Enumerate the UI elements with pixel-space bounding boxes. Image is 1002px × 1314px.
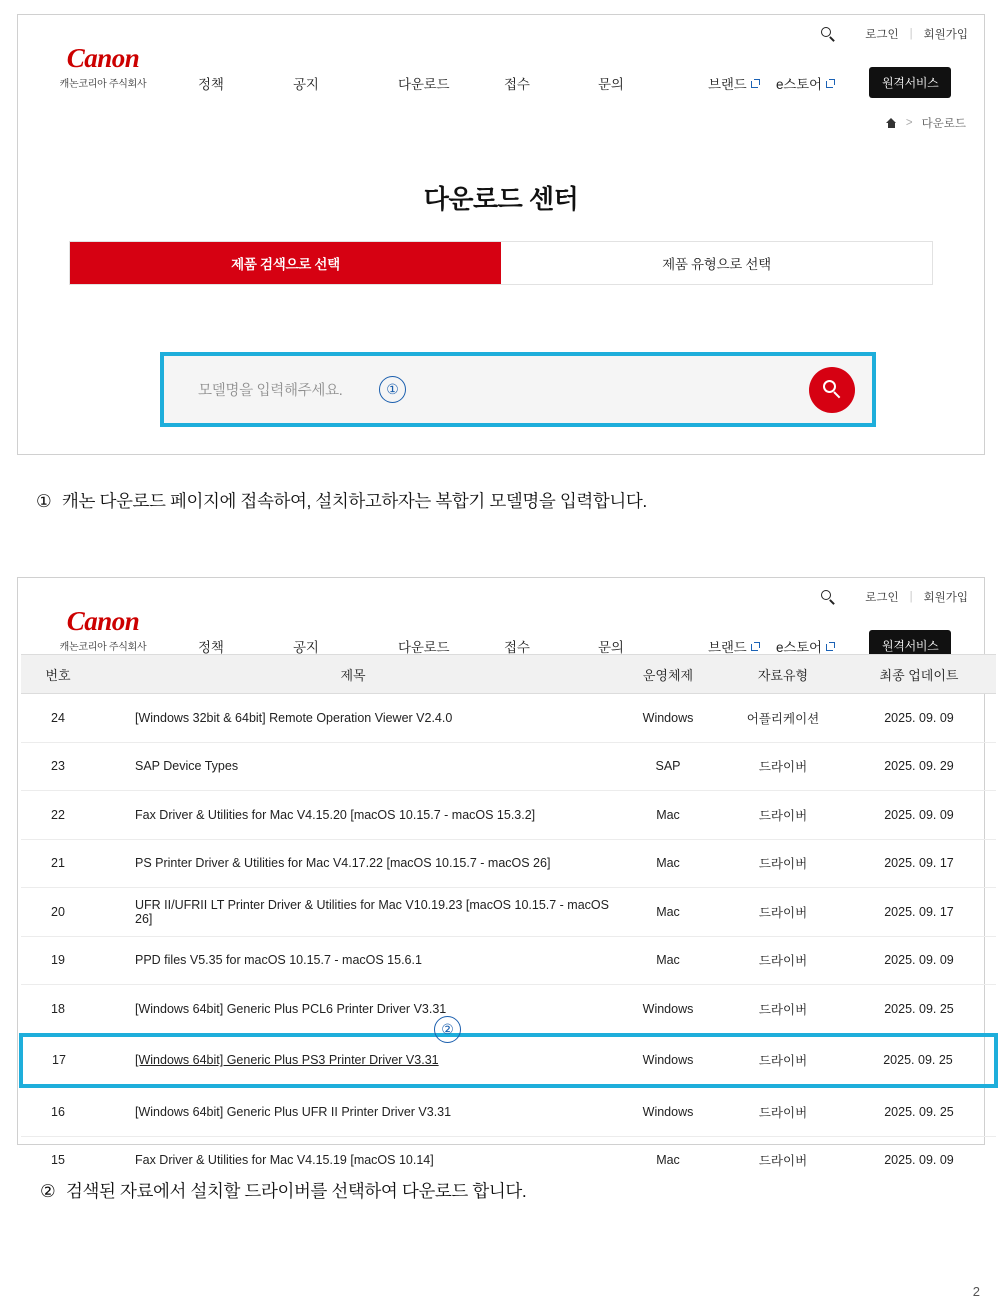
table-row[interactable] — [21, 791, 996, 840]
cell-no: 24 — [21, 694, 95, 743]
cell-type: 드라이버 — [724, 742, 842, 791]
cell-date: 2025. 09. 25 — [842, 1086, 996, 1136]
download-list-table — [19, 654, 998, 1184]
cell-type: 드라이버 — [724, 1086, 842, 1136]
cell-title[interactable]: PPD files V5.35 for macOS 10.15.7 - macOS 15.6.1 — [95, 936, 612, 985]
signup-link[interactable]: 회원가입 — [923, 592, 968, 604]
header-utility-bar — [821, 26, 968, 42]
table-row[interactable] — [21, 888, 996, 937]
remote-service-button[interactable]: 원격서비스 — [869, 67, 951, 98]
caption-text-2: 검색된 자료에서 설치할 드라이버를 선택하여 다운로드 합니다. — [66, 1181, 527, 1201]
external-link-icon — [826, 642, 835, 651]
external-link-icon — [751, 79, 760, 88]
cell-date: 2025. 09. 09 — [842, 936, 996, 985]
site-header — [18, 15, 984, 91]
nav-item-notice[interactable]: 공지 — [293, 76, 319, 92]
login-link[interactable]: 로그인 — [865, 29, 899, 41]
cell-date: 2025. 09. 09 — [842, 791, 996, 840]
cell-type: 드라이버 — [758, 1154, 808, 1169]
cell-no: 23 — [21, 742, 95, 791]
cell-title[interactable]: PS Printer Driver & Utilities for Mac V4.17.22 [macOS 10.15.7 - macOS 26] — [95, 839, 612, 888]
caption-marker-1: ① — [36, 491, 52, 511]
cell-no: 16 — [21, 1086, 95, 1136]
caption-step-2 — [40, 1178, 526, 1203]
cell-os: Mac — [612, 936, 724, 985]
table-row[interactable] — [21, 985, 996, 1035]
annotation-marker-2: ② — [434, 1016, 461, 1043]
nav-item-inquiry[interactable]: 문의 — [598, 639, 624, 655]
cell-no: 21 — [21, 839, 95, 888]
column-header-date: 최종 업데이트 — [842, 655, 996, 694]
page-number: 2 — [972, 1284, 980, 1299]
home-icon[interactable] — [886, 118, 897, 128]
site-header-2 — [18, 578, 984, 654]
nav-item-download[interactable]: 다운로드 — [398, 76, 450, 92]
nav-item-notice[interactable]: 공지 — [293, 639, 319, 655]
model-search-box[interactable] — [160, 352, 876, 427]
column-header-title: 제목 — [95, 655, 612, 694]
remote-service-button[interactable]: 원격서비스 — [869, 630, 951, 661]
cell-title[interactable]: [Windows 64bit] Generic Plus PCL6 Printer Driver V3.31 — [95, 985, 612, 1035]
canon-logo-text: Canon — [66, 43, 140, 73]
cell-title[interactable]: [Windows 64bit] Generic Plus UFR II Printer Driver V3.31 — [95, 1086, 612, 1136]
canon-logo[interactable] — [18, 45, 188, 90]
search-icon[interactable] — [821, 590, 836, 605]
login-link[interactable]: 로그인 — [865, 592, 899, 604]
canon-logo-subtitle: 캐논코리아 주식회사 — [59, 642, 147, 653]
cell-os: Mac — [612, 888, 724, 937]
caption-step-1 — [36, 488, 647, 513]
cell-title-link[interactable] — [95, 1035, 612, 1087]
table-row-selected[interactable] — [21, 1035, 996, 1087]
cell-title[interactable]: UFR II/UFRII LT Printer Driver & Utilities for Mac V10.19.23 [macOS 10.15.7 - macOS 26] — [95, 888, 612, 937]
table-row[interactable] — [21, 839, 996, 888]
utility-separator: | — [909, 591, 913, 603]
breadcrumb-current: 다운로드 — [921, 118, 966, 130]
cell-no: 22 — [21, 791, 95, 840]
cell-date: 2025. 09. 17 — [842, 888, 996, 937]
nav-item-download[interactable]: 다운로드 — [398, 639, 450, 655]
cell-title[interactable]: Fax Driver & Utilities for Mac V4.15.20 [macOS 10.15.7 - macOS 15.3.2] — [95, 791, 612, 840]
cell-no: 18 — [21, 985, 95, 1035]
cell-title[interactable]: [Windows 32bit & 64bit] Remote Operation Viewer V2.4.0 — [95, 694, 612, 743]
table-row[interactable] — [21, 742, 996, 791]
main-navigation — [198, 67, 951, 98]
nav-item-policy[interactable]: 정책 — [198, 76, 224, 92]
caption-text-1: 캐논 다운로드 페이지에 접속하여, 설치하고하자는 복합기 모델명을 입력합니다. — [62, 491, 647, 511]
cell-type: 드라이버 — [724, 936, 842, 985]
cell-os: Mac — [612, 791, 724, 840]
cell-no: 19 — [21, 936, 95, 985]
cell-title[interactable]: SAP Device Types — [95, 742, 612, 791]
canon-logo-subtitle: 캐논코리아 주식회사 — [59, 79, 147, 90]
nav-item-estore[interactable]: e스토어 — [776, 636, 869, 656]
cell-type: 드라이버 — [724, 839, 842, 888]
screenshot-download-list — [17, 577, 985, 1169]
search-mode-tabs — [69, 241, 933, 285]
cell-type: 어플리케이션 — [724, 694, 842, 743]
search-icon[interactable] — [821, 27, 836, 42]
cell-os: Mac — [656, 1153, 680, 1168]
column-header-type: 자료유형 — [724, 655, 842, 694]
tab-search-by-product[interactable]: 제품 검색으로 선택 — [70, 242, 501, 284]
cell-date: 2025. 09. 29 — [842, 742, 996, 791]
cell-no: 20 — [21, 888, 95, 937]
screenshot-download-center — [17, 14, 985, 455]
canon-logo-text: Canon — [66, 606, 140, 636]
search-submit-button[interactable] — [809, 367, 855, 413]
column-header-os: 운영체제 — [612, 655, 724, 694]
cell-no: 17 — [21, 1035, 95, 1087]
nav-item-estore[interactable]: e스토어 — [776, 73, 869, 93]
nav-item-reception[interactable]: 접수 — [504, 639, 530, 655]
caption-marker-2: ② — [40, 1181, 56, 1201]
cell-os: Mac — [612, 839, 724, 888]
signup-link[interactable]: 회원가입 — [923, 29, 968, 41]
nav-item-reception[interactable]: 접수 — [504, 76, 530, 92]
cell-date: 2025. 09. 25 — [842, 985, 996, 1035]
search-input[interactable]: 모델명을 입력해주세요. — [198, 383, 343, 399]
search-icon — [823, 380, 842, 399]
tab-search-by-type[interactable]: 제품 유형으로 선택 — [501, 242, 932, 284]
utility-separator: | — [909, 28, 913, 40]
cell-type: 드라이버 — [724, 985, 842, 1035]
cell-type: 드라이버 — [724, 791, 842, 840]
table-row[interactable] — [21, 1086, 996, 1136]
nav-item-brand[interactable]: 브랜드 — [708, 636, 776, 656]
nav-item-inquiry[interactable]: 문의 — [598, 76, 624, 92]
cell-os: Windows — [612, 694, 724, 743]
external-link-icon — [826, 79, 835, 88]
cell-os: Windows — [612, 1086, 724, 1136]
table-header-row — [21, 655, 996, 694]
external-link-icon — [751, 642, 760, 651]
cell-date: 2025. 09. 25 — [842, 1035, 996, 1087]
cell-type: 드라이버 — [724, 888, 842, 937]
canon-logo[interactable] — [18, 608, 188, 653]
table-row[interactable] — [21, 936, 996, 985]
cell-os: SAP — [612, 742, 724, 791]
page-title: 다운로드 센터 — [423, 184, 579, 214]
table-row[interactable] — [21, 1136, 996, 1184]
table-row[interactable] — [21, 694, 996, 743]
cell-type: 드라이버 — [724, 1035, 842, 1087]
cell-os: Windows — [612, 985, 724, 1035]
cell-os: Windows — [612, 1035, 724, 1087]
cell-date: 2025. 09. 17 — [842, 839, 996, 888]
breadcrumb — [886, 115, 966, 131]
cell-no: 15 — [51, 1153, 65, 1168]
nav-item-policy[interactable]: 정책 — [198, 639, 224, 655]
nav-item-brand[interactable]: 브랜드 — [708, 73, 776, 93]
annotation-marker-1: ① — [379, 376, 406, 403]
selected-driver-link[interactable]: [Windows 64bit] Generic Plus PS3 Printer Driver V3.31 — [135, 1053, 439, 1068]
cell-date: 2025. 09. 09 — [884, 1153, 954, 1168]
header-utility-bar-2 — [821, 589, 968, 605]
column-header-no: 번호 — [21, 655, 95, 694]
cell-title[interactable]: Fax Driver & Utilities for Mac V4.15.19 [macOS 10.14] — [135, 1153, 434, 1168]
cell-date: 2025. 09. 09 — [842, 694, 996, 743]
breadcrumb-separator: > — [905, 117, 913, 129]
